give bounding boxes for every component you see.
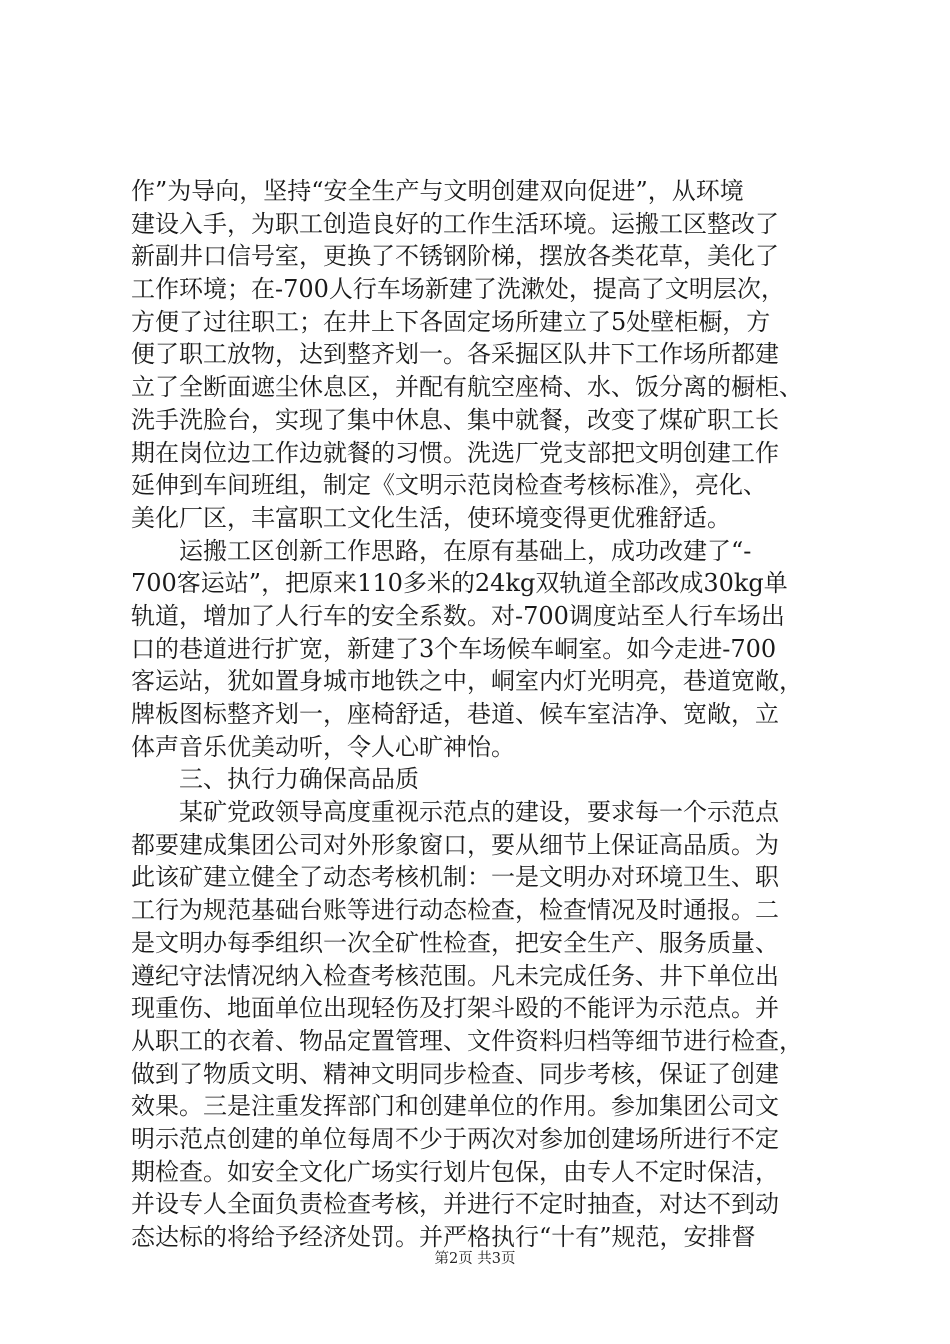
- text-line: 此该矿建立健全了动态考核机制：一是文明办对环境卫生、职: [131, 863, 779, 892]
- text-line: 都要建成集团公司对外形象窗口，要从细节上保证高品质。为: [131, 830, 779, 859]
- text-line: 工行为规范基础台账等进行动态检查，检查情况及时通报。二: [131, 896, 779, 925]
- page-footer: 第2页 共3页: [434, 1251, 516, 1267]
- text-line: 轨道，增加了人行车的安全系数。对-700调度站至人行车场出: [131, 601, 785, 630]
- text-line: 三、执行力确保高品质: [131, 765, 419, 794]
- text-line: 新副井口信号室，更换了不锈钢阶梯，摆放各类花草，美化了: [131, 242, 779, 271]
- text-line: 工作环境；在-700人行车场新建了洗漱处，提高了文明层次，: [131, 275, 785, 304]
- text-line: 700客运站”，把原来110多米的24kg双轨道全部改成30kg单: [131, 569, 788, 598]
- text-line: 态达标的将给予经济处罚。并严格执行“十有”规范，安排督: [131, 1223, 756, 1251]
- text-line: 运搬工区创新工作思路，在原有基础上，成功改建了“-: [131, 536, 752, 565]
- text-line: 美化厂区，丰富职工文化生活，使环境变得更优雅舒适。: [131, 503, 731, 532]
- body-text: [131, 175, 831, 1254]
- text-line: 从职工的衣着、物品定置管理、文件资料归档等细节进行检查，: [131, 1026, 803, 1055]
- text-line: 体声音乐优美动听，令人心旷神怡。: [131, 732, 515, 761]
- text-line: 并设专人全面负责检查考核，并进行不定时抽查，对达不到动: [131, 1190, 779, 1219]
- text-line: 建设入手，为职工创造良好的工作生活环境。运搬工区整改了: [131, 209, 779, 238]
- text-line: 是文明办每季组织一次全矿性检查，把安全生产、服务质量、: [131, 928, 779, 957]
- text-line: 延伸到车间班组，制定《文明示范岗检查考核标准》，亮化、: [131, 471, 767, 500]
- text-line: 明示范点创建的单位每周不少于两次对参加创建场所进行不定: [131, 1124, 779, 1153]
- text-line: 遵纪守法情况纳入检查考核范围。凡未完成任务、井下单位出: [131, 961, 779, 990]
- text-line: 现重伤、地面单位出现轻伤及打架斗殴的不能评为示范点。并: [131, 994, 779, 1023]
- text-line: 便了职工放物，达到整齐划一。各采掘区队井下工作场所都建: [131, 340, 779, 369]
- text-line: 某矿党政领导高度重视示范点的建设，要求每一个示范点: [131, 798, 779, 827]
- text-line: 做到了物质文明、精神文明同步检查、同步考核，保证了创建: [131, 1059, 779, 1088]
- text-line: 期检查。如安全文化广场实行划片包保，由专人不定时保洁，: [131, 1157, 779, 1186]
- text-line: 效果。三是注重发挥部门和创建单位的作用。参加集团公司文: [131, 1092, 779, 1121]
- text-line: 口的巷道进行扩宽，新建了3个车场候车峒室。如今走进-700: [131, 634, 777, 663]
- text-line: 作”为导向，坚持“安全生产与文明创建双向促进”，从环境: [131, 177, 744, 205]
- text-line: 方便了过往职工；在井上下各固定场所建立了5处壁柜橱，方: [131, 307, 771, 336]
- text-line: 客运站，犹如置身城市地铁之中，峒室内灯光明亮，巷道宽敞，: [131, 667, 803, 696]
- text-line: 牌板图标整齐划一，座椅舒适，巷道、候车室洁净、宽敞，立: [131, 700, 779, 728]
- text-line: 立了全断面遮尘休息区，并配有航空座椅、水、饭分离的橱柜、: [131, 373, 803, 402]
- text-line: 洗手洗脸台，实现了集中休息、集中就餐，改变了煤矿职工长: [131, 405, 779, 434]
- text-line: 期在岗位边工作边就餐的习惯。洗选厂党支部把文明创建工作: [131, 438, 779, 467]
